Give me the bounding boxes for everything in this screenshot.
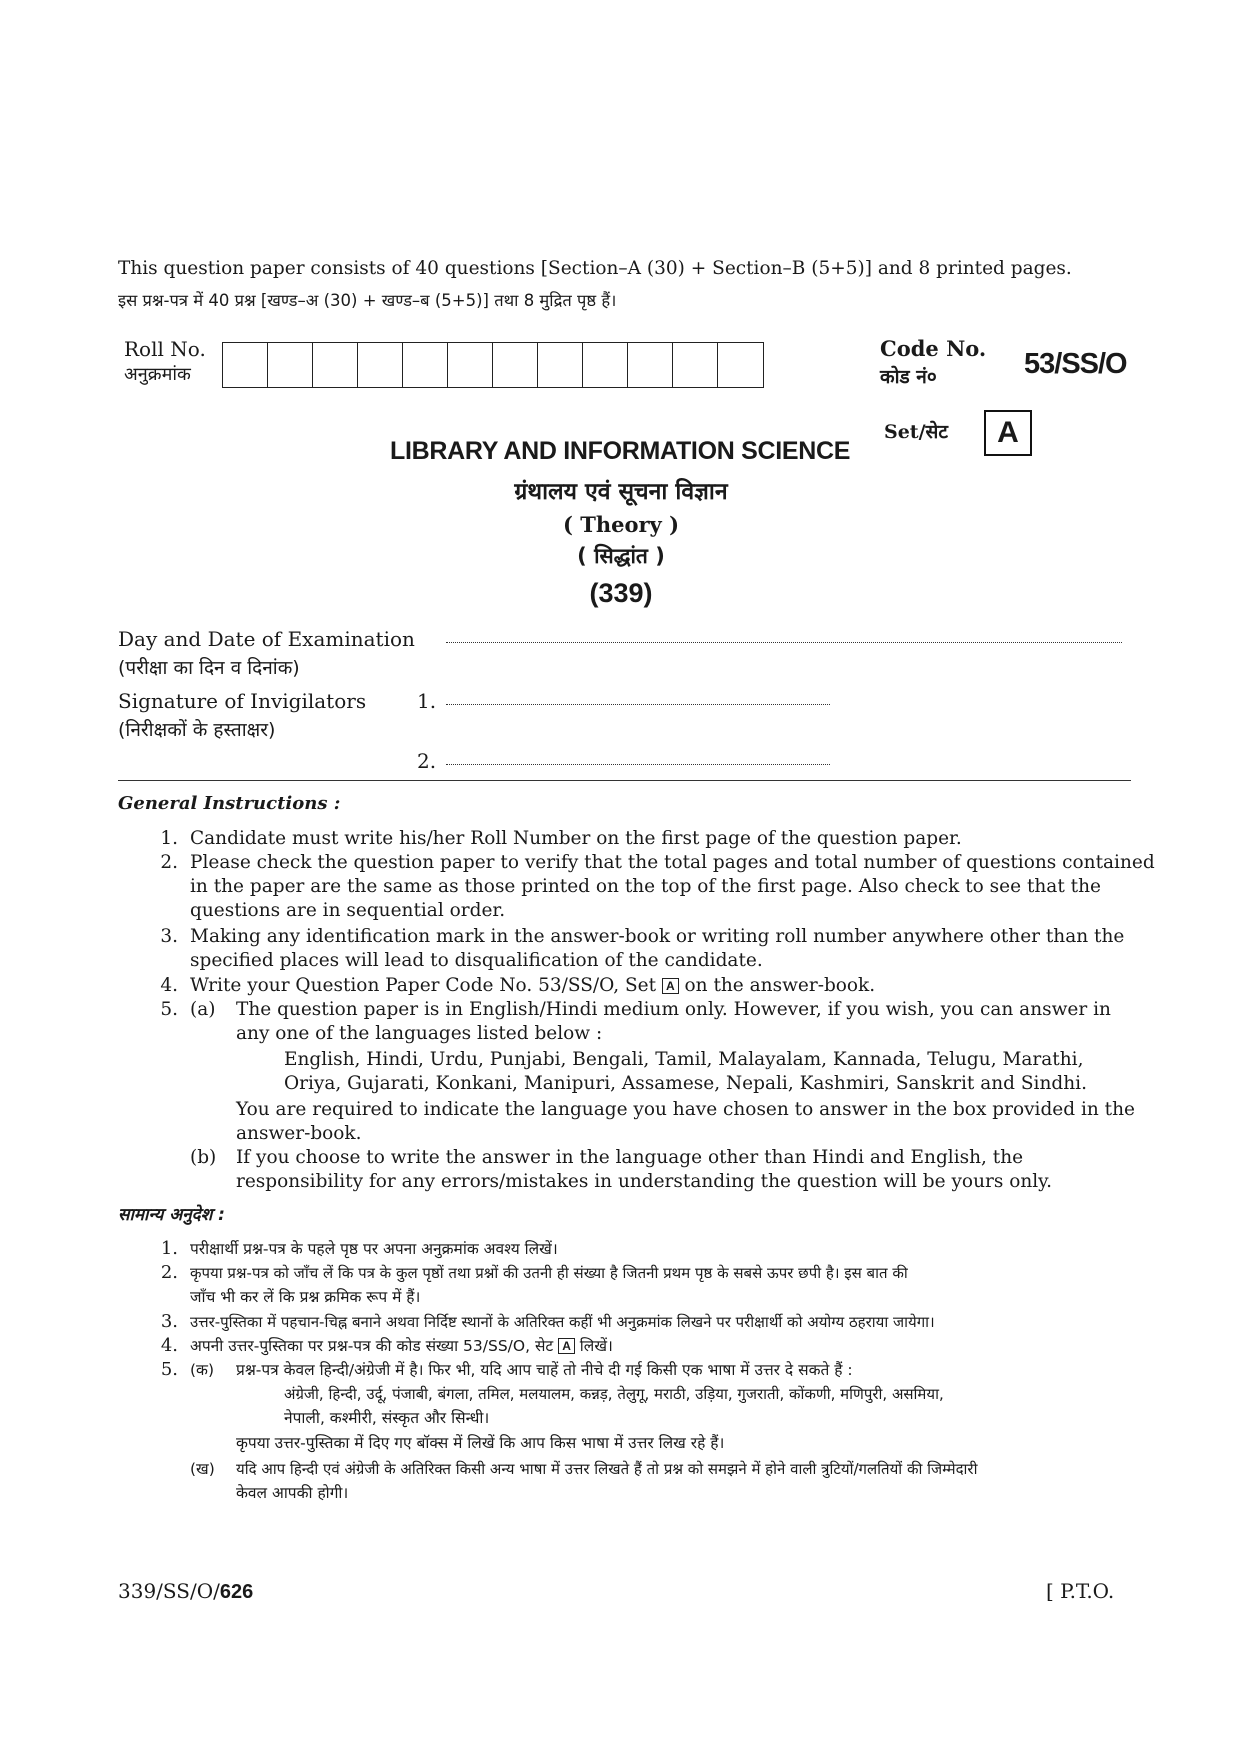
languages-1: English, Hindi, Urdu, Punjabi, Bengali, Tamil, Malayalam, Kannada, Telugu, Marathi, <box>284 1049 1084 1070</box>
exam-date-line[interactable] <box>446 641 1122 643</box>
num: 2. <box>160 852 178 873</box>
paper-type-en: ( Theory ) <box>562 512 680 537</box>
roll-cell[interactable] <box>538 343 583 387</box>
intro-english: This question paper consists of 40 questions [Section–A (30) + Section–B (5+5)] and 8 printed pages. <box>118 258 1072 279</box>
sub-a-label: (a) <box>190 999 216 1020</box>
text-2: जाँच भी कर लें कि प्रश्न क्रमिक रूप में हैं। <box>190 1288 421 1306</box>
sub-a-text-1: प्रश्न-पत्र केवल हिन्दी/अंग्रेजी में है। फिर भी, यदि आप चाहें तो नीचे दी गई किसी एक भाषा में उत्तर दे सकते हैं : <box>236 1361 853 1379</box>
roll-cell[interactable] <box>448 343 493 387</box>
num: 4. <box>160 1335 178 1356</box>
text: उत्तर-पुस्तिका में पहचान-चिह्न बनाने अथवा निर्दिष्ट स्थानों के अतिरिक्त कहीं भी अनुक्रमांक लिखने पर परीक्षार्थी को अयोग्य ठहराया जायेगा। <box>190 1313 935 1331</box>
footer-code-bold: 626 <box>219 1581 254 1603</box>
intro-hindi: इस प्रश्न-पत्र में 40 प्रश्न [खण्ड–अ (30) + खण्ड–ब (5+5)] तथा 8 मुद्रित पृष्ठ हैं। <box>118 291 617 310</box>
code-label-en: Code No. <box>880 336 987 361</box>
roll-label-hi: अनुक्रमांक <box>124 364 191 385</box>
code-label-hi: कोड नं० <box>880 366 937 388</box>
roll-number-boxes[interactable] <box>222 342 764 388</box>
sub-a-text-4: answer-book. <box>236 1123 362 1144</box>
set-box: A <box>662 978 679 994</box>
num: 4. <box>160 975 178 996</box>
text-1: Please check the question paper to verify that the total pages and total number of questions contained <box>190 852 1155 873</box>
text-pre: अपनी उत्तर-पुस्तिका पर प्रश्न-पत्र की कोड संख्या 53/SS/O, सेट <box>190 1337 554 1355</box>
roll-cell[interactable] <box>673 343 718 387</box>
sub-b-label: (b) <box>190 1147 217 1168</box>
footer-code <box>118 1580 253 1603</box>
exam-date-label-hi: (परीक्षा का दिन व दिनांक) <box>118 657 300 679</box>
languages-2: नेपाली, कश्मीरी, संस्कृत और सिन्धी। <box>284 1409 490 1427</box>
text-2: specified places will lead to disqualification of the candidate. <box>190 950 763 971</box>
invigilator-2-num: 2. <box>417 749 437 773</box>
num: 1. <box>160 828 178 849</box>
languages-1: अंग्रेजी, हिन्दी, उर्दू, पंजाबी, बंगला, तमिल, मलयालम, कन्नड़, तेलुगू, मराठी, उड़िया, गुजराती, कोंकणी, मणिपुरी, असमिया, <box>284 1385 944 1403</box>
num: 2. <box>160 1262 178 1283</box>
set-value-box: A <box>984 410 1032 456</box>
sub-a-text-2: any one of the languages listed below : <box>236 1023 603 1044</box>
text-2: in the paper are the same as those printed on the top of the first page. Also check to see that the <box>190 876 1101 897</box>
divider <box>118 780 1131 781</box>
text-1: कृपया प्रश्न-पत्र को जाँच लें कि पत्र के कुल पृष्ठों तथा प्रश्नों की उतनी ही संख्या है जितनी प्रथम पृष्ठ के सबसे ऊपर छपी है। इस बात की <box>190 1264 908 1282</box>
text: Candidate must write his/her Roll Number on the first page of the question paper. <box>190 828 962 849</box>
roll-cell[interactable] <box>358 343 403 387</box>
text-3: questions are in sequential order. <box>190 900 506 921</box>
sub-a-text-3: You are required to indicate the language you have chosen to answer in the box provided in the <box>236 1099 1135 1120</box>
roll-cell[interactable] <box>268 343 313 387</box>
subject-title-hi <box>0 477 1242 507</box>
sub-a-text-2: कृपया उत्तर-पुस्तिका में दिए गए बॉक्स में लिखें कि आप किस भाषा में उत्तर लिख रहे हैं। <box>236 1434 725 1452</box>
num: 1. <box>160 1238 178 1259</box>
sub-b-text-2: responsibility for any errors/mistakes in understanding the question will be yours only. <box>236 1171 1053 1192</box>
text <box>190 975 875 997</box>
sub-a-label: (क) <box>190 1361 214 1379</box>
invigilator-label-hi: (निरीक्षकों के हस्ताक्षर) <box>118 719 276 741</box>
set-label: Set/सेट <box>884 421 948 443</box>
exam-date-label-en: Day and Date of Examination <box>118 627 415 651</box>
invigilator-1-line[interactable] <box>446 703 830 705</box>
roll-cell[interactable] <box>403 343 448 387</box>
roll-cell[interactable] <box>223 343 268 387</box>
pto: [ P.T.O. <box>1046 1579 1115 1603</box>
num: 3. <box>160 926 178 947</box>
sub-a-text-1: The question paper is in English/Hindi medium only. However, if you wish, you can answer in <box>236 999 1111 1020</box>
footer-code-prefix: 339/SS/O/ <box>118 1579 220 1603</box>
subject-code: (339) <box>589 578 653 608</box>
roll-cell[interactable] <box>628 343 673 387</box>
invigilator-2-line[interactable] <box>446 763 830 765</box>
sub-b-text-1: यदि आप हिन्दी एवं अंग्रेजी के अतिरिक्त किसी अन्य भाषा में उत्तर लिखते हैं तो प्रश्न को समझने में होने वाली त्रुटियों/गलतियों की जिम्मेदारी <box>236 1460 978 1478</box>
roll-cell[interactable] <box>493 343 538 387</box>
num: 5. <box>160 999 178 1020</box>
text-post: लिखें। <box>579 1337 613 1355</box>
text: परीक्षार्थी प्रश्न-पत्र के पहले पृष्ठ पर अपना अनुक्रमांक अवश्य लिखें। <box>190 1240 558 1258</box>
sub-b-text-1: If you choose to write the answer in the language other than Hindi and English, the <box>236 1147 1024 1168</box>
set-box: A <box>558 1338 575 1354</box>
text-post: on the answer-book. <box>684 975 876 996</box>
sub-b-text-2: केवल आपकी होगी। <box>236 1484 349 1502</box>
code-value: 53/SS/O <box>1024 348 1127 380</box>
roll-cell[interactable] <box>583 343 628 387</box>
roll-cell[interactable] <box>718 343 763 387</box>
subject-title-hi-text: ग्रंथालय एवं सूचना विज्ञान <box>514 479 728 505</box>
num: 5. <box>160 1359 178 1380</box>
invigilator-1-num: 1. <box>417 689 437 713</box>
num: 3. <box>160 1311 178 1332</box>
text-pre: Write your Question Paper Code No. 53/SS/O, Set <box>190 975 657 996</box>
roll-cell[interactable] <box>313 343 358 387</box>
text-1: Making any identification mark in the answer-book or writing roll number anywhere other than the <box>190 926 1125 947</box>
invigilator-label-en: Signature of Invigilators <box>118 689 367 713</box>
general-instructions-heading: General Instructions : <box>118 793 341 814</box>
paper-type-hi: ( सिद्धांत ) <box>577 544 665 568</box>
hindi-instructions-heading: सामान्य अनुदेश : <box>118 1205 225 1225</box>
text <box>190 1335 613 1357</box>
languages-2: Oriya, Gujarati, Konkani, Manipuri, Assamese, Nepali, Kashmiri, Sanskrit and Sindhi. <box>284 1073 1087 1094</box>
roll-label-en: Roll No. <box>124 337 206 361</box>
subject-title-en: LIBRARY AND INFORMATION SCIENCE <box>390 437 851 465</box>
sub-b-label: (ख) <box>190 1460 215 1478</box>
